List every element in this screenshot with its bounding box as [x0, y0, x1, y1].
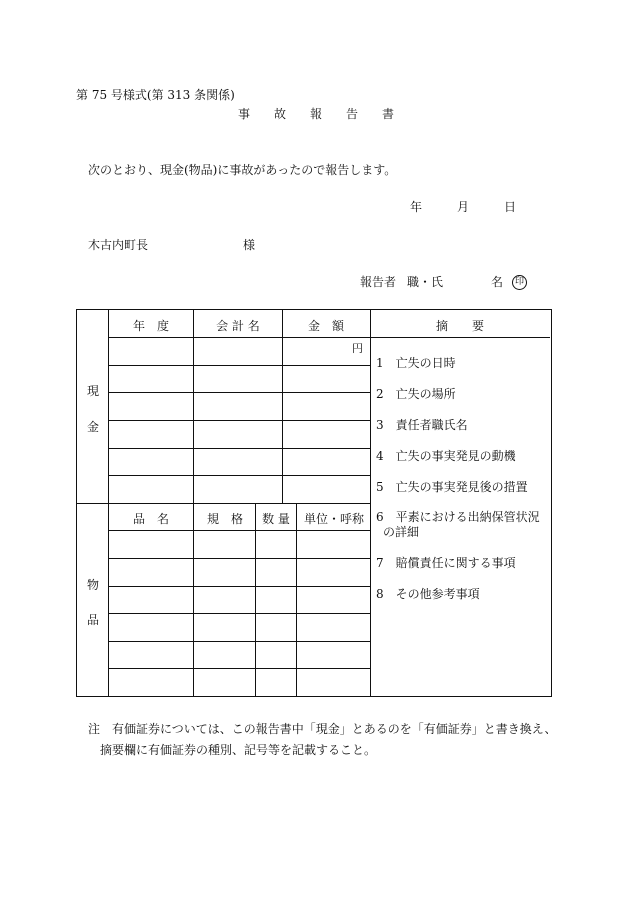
header-item-name: 品 名: [132, 512, 170, 526]
seal-mark: [512, 272, 527, 291]
summary-item-continued: の詳細: [383, 525, 420, 539]
cash-label-char: 金: [87, 420, 100, 434]
summary-item: 3 責任者職氏名: [376, 418, 468, 432]
header-quantity: 数 量: [262, 512, 290, 526]
goods-label-char: 品: [87, 613, 100, 627]
cash-label-char: 現: [87, 384, 100, 398]
header-account: 会 計 名: [216, 319, 260, 333]
seal-icon: 印: [512, 275, 527, 290]
reporter-name-label: 名: [491, 275, 504, 289]
title-char: 故: [274, 107, 287, 121]
report-table: [76, 309, 552, 697]
title-char: 事: [238, 107, 251, 121]
note-line-2: 摘要欄に有価証券の種別、記号等を記載すること。: [100, 743, 377, 757]
title-char: 報: [310, 107, 323, 121]
summary-item: 1 亡失の日時: [376, 356, 456, 370]
summary-item: 5 亡失の事実発見後の措置: [376, 480, 528, 494]
goods-label-char: 物: [87, 578, 100, 592]
addressee-honorific: 様: [243, 238, 256, 252]
title-char: 告: [346, 107, 359, 121]
addressee-name: 木古内町長: [88, 238, 149, 252]
summary-item: 8 その他参考事項: [376, 587, 480, 601]
summary-item: 7 賠償責任に関する事項: [376, 556, 516, 570]
header-unit: 単位・呼称: [303, 512, 365, 526]
reporter-label: 報告者: [360, 275, 397, 289]
title-char: 書: [382, 107, 395, 121]
page-title: [0, 105, 630, 121]
amount-unit: 円: [352, 342, 363, 355]
note-line-1: 注 有価証券については、この報告書中「現金」とあるのを「有価証券」と書き換え、: [88, 722, 557, 736]
date-month: 月: [457, 200, 470, 214]
header-fiscal-year: 年 度: [132, 319, 170, 333]
summary-item: 4 亡失の事実発見の動機: [376, 449, 516, 463]
intro-text: 次のとおり、現金(物品)に事故があったので報告します。: [88, 163, 397, 177]
form-number: 第 75 号様式(第 313 条関係): [76, 88, 235, 102]
summary-item: 2 亡失の場所: [376, 387, 456, 401]
header-summary: 摘 要: [435, 319, 485, 333]
date-year: 年: [410, 200, 423, 214]
date-day: 日: [504, 200, 517, 214]
summary-item: 6 平素における出納保管状況: [376, 510, 540, 524]
reporter-role: 職・氏: [407, 275, 444, 289]
header-amount: 金 額: [307, 319, 345, 333]
header-spec: 規 格: [206, 512, 244, 526]
